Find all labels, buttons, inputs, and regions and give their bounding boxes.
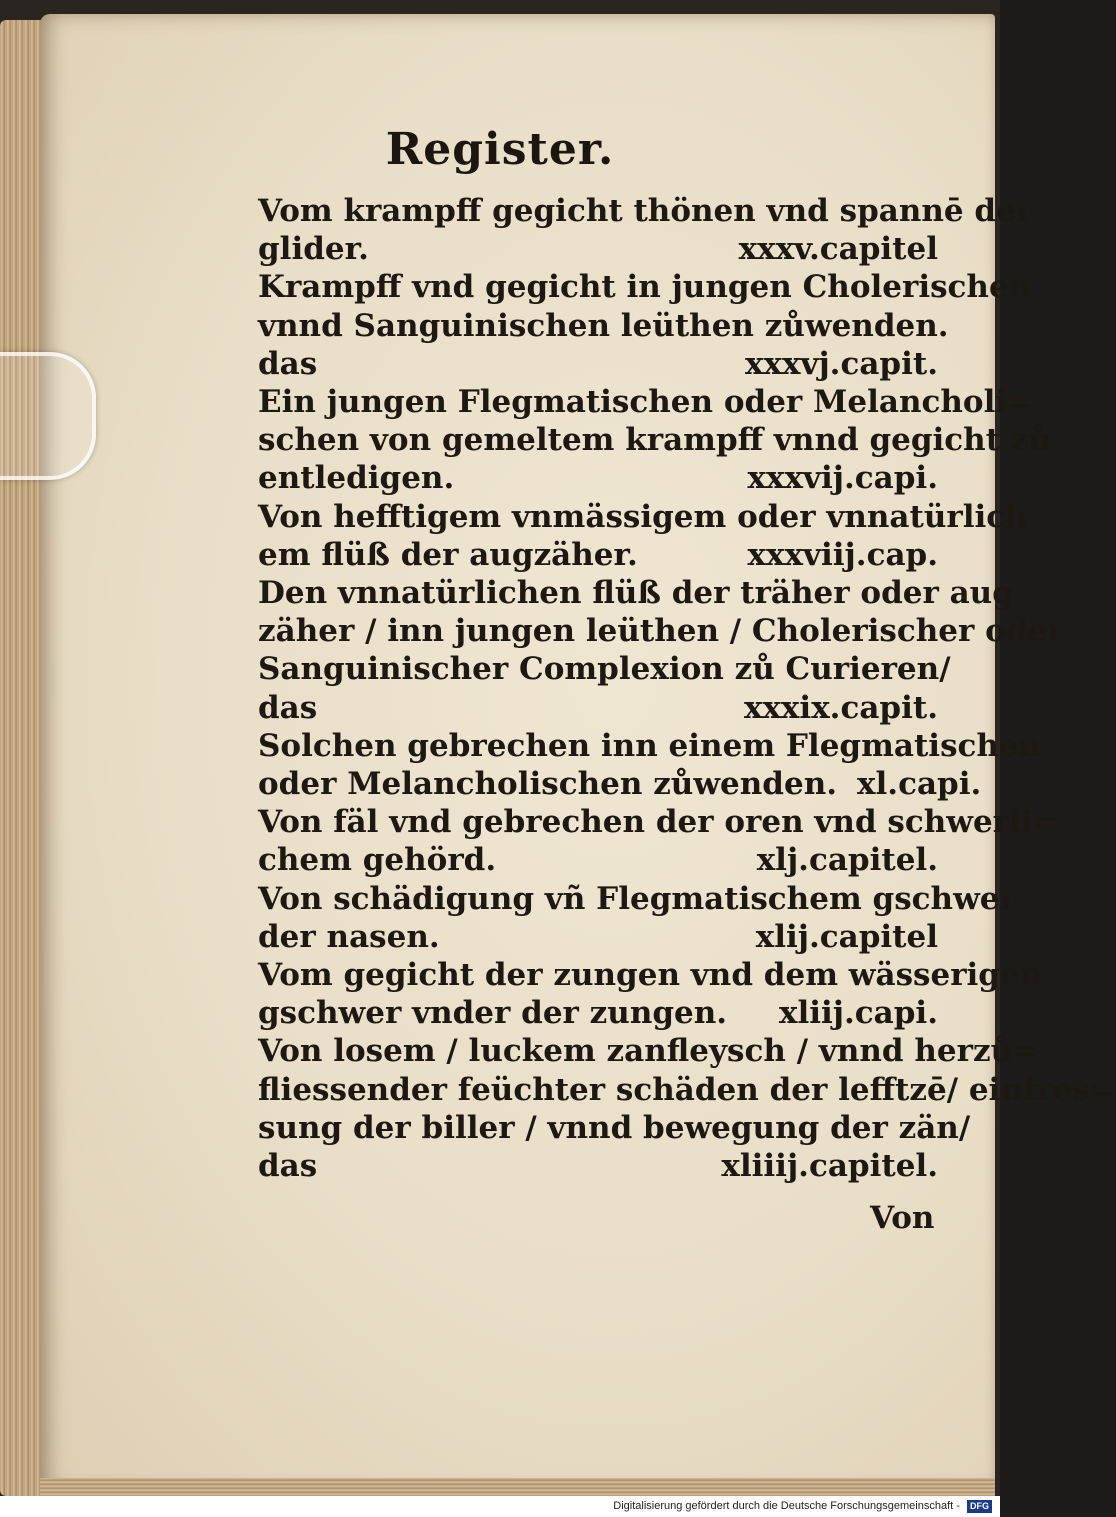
line-text: Den vnnatürlichen flüß der träher oder aug <box>258 575 1014 612</box>
page-clip <box>0 352 96 480</box>
line-text: vnnd Sanguinischen leüthen zůwenden. <box>258 307 949 344</box>
bottom-page-edge <box>40 1478 995 1496</box>
register-line <box>258 268 1032 306</box>
register-line <box>258 880 1016 918</box>
register-line <box>258 1147 938 1185</box>
register-line <box>258 956 1043 994</box>
line-text: das <box>258 1148 318 1185</box>
register-line <box>258 383 1034 421</box>
register-line <box>258 650 951 688</box>
register-line <box>258 459 938 497</box>
line-text: entledigen. <box>258 460 455 497</box>
chapter-reference: xliij.capi. <box>778 995 938 1032</box>
line-text: sung der biller / vnnd bewegung der zän/ <box>258 1109 971 1146</box>
footer <box>0 1496 1000 1517</box>
chapter-reference: xxxvj.capit. <box>745 345 938 382</box>
line-text: der nasen. <box>258 918 440 955</box>
line-text: Sanguinischer Complexion zů Curieren/ <box>258 651 951 688</box>
register-line <box>258 536 938 574</box>
line-text: Von losem / luckem zanfleysch / vnnd herzů= <box>258 1033 1040 1070</box>
line-text: Vom gegicht der zungen vnd dem wässerigen <box>258 957 1043 994</box>
line-text: schen von gemeltem krampff vnnd gegicht zů <box>258 422 1051 459</box>
register-text <box>258 192 1116 1185</box>
register-line <box>258 498 1028 536</box>
register-line <box>258 612 1064 650</box>
footer-credit: Digitalisierung gefördert durch die Deutsche Forschungsgemeinschaft - <box>613 1500 960 1512</box>
register-line <box>258 1071 1116 1109</box>
register-line <box>258 841 938 879</box>
register-line <box>258 727 1042 765</box>
chapter-reference: xxxix.capit. <box>743 689 938 726</box>
register-line <box>258 307 949 345</box>
line-text: das <box>258 689 318 726</box>
chapter-reference: xliiij.capitel. <box>721 1148 938 1185</box>
register-line <box>258 192 1033 230</box>
register-line <box>258 421 1051 459</box>
chapter-reference: xlj.capitel. <box>756 842 938 879</box>
line-text: das <box>258 345 318 382</box>
line-text: Ein jungen Flegmatischen oder Melancholi= <box>258 384 1034 421</box>
dfg-logo: DFG <box>967 1500 992 1513</box>
line-text: glider. <box>258 231 369 268</box>
register-line <box>258 994 938 1032</box>
chapter-reference: xl.capi. <box>857 766 982 803</box>
chapter-reference: xxxviij.cap. <box>747 536 938 573</box>
register-line <box>258 689 938 727</box>
catchword: Von <box>870 1200 935 1236</box>
register-line <box>258 574 1014 612</box>
register-line <box>258 1109 971 1147</box>
line-text: zäher / inn jungen leüthen / Cholerischer oder <box>258 613 1064 650</box>
line-text: Von schädigung vñ Flegmatischem gschwer <box>258 880 1016 917</box>
line-text: Vom krampff gegicht thönen vnd spannē der <box>258 193 1033 229</box>
chapter-reference: xlij.capitel <box>755 918 938 955</box>
register-line <box>258 765 982 803</box>
line-text: fliessender feüchter schäden der lefftzē/ einfres= <box>258 1071 1116 1108</box>
line-text: em flüß der augzäher. <box>258 536 638 573</box>
line-text: Von hefftigem vnmässigem oder vnnatürlich <box>258 498 1028 535</box>
page-title: Register. <box>385 124 615 175</box>
register-line <box>258 230 938 268</box>
register-line <box>258 918 938 956</box>
line-text: oder Melancholischen zůwenden. <box>258 766 838 803</box>
register-line <box>258 345 938 383</box>
line-text: gschwer vnder der zungen. <box>258 995 728 1032</box>
register-line <box>258 803 1059 841</box>
register-line <box>258 1032 1040 1070</box>
line-text: Solchen gebrechen inn einem Flegmatischen <box>258 727 1042 764</box>
chapter-reference: xxxv.capitel <box>738 231 938 268</box>
chapter-reference: xxxvij.capi. <box>747 460 938 497</box>
line-text: chem gehörd. <box>258 842 497 879</box>
line-text: Von fäl vnd gebrechen der oren vnd schwerli= <box>258 804 1059 841</box>
line-text: Krampff vnd gegicht in jungen Cholerischen <box>258 269 1032 306</box>
